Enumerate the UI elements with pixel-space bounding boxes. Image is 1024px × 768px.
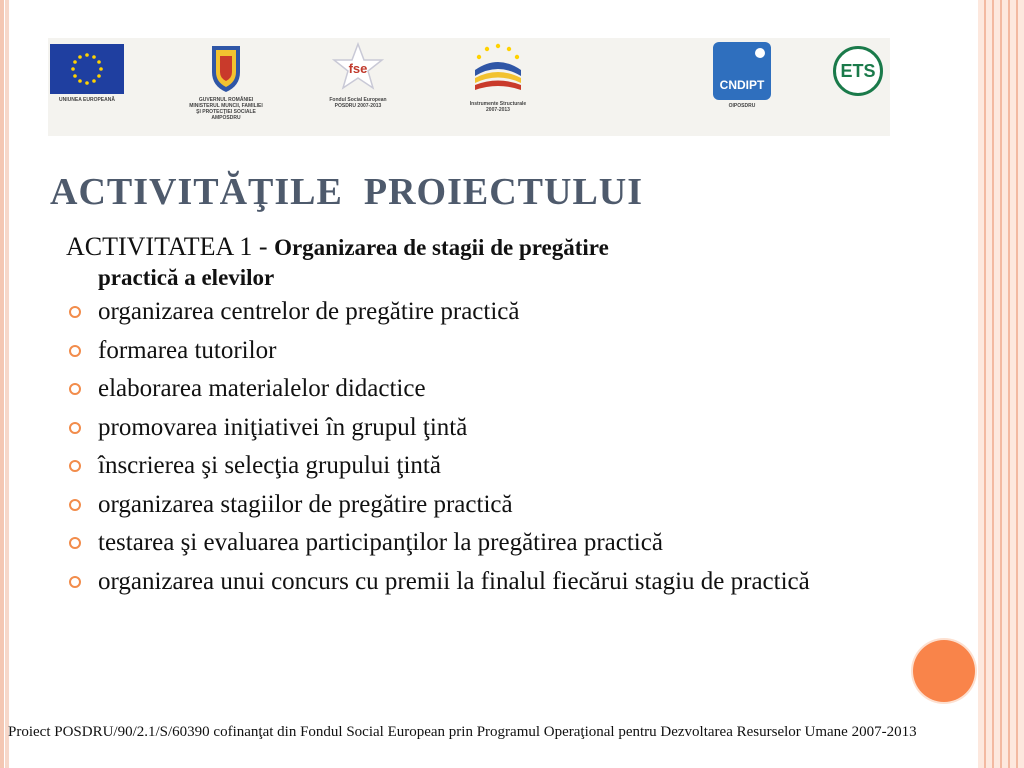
ets-label: ETS bbox=[840, 60, 876, 81]
instrumente-structurale-logo bbox=[458, 40, 538, 113]
activity-label: ACTIVITATEA 1 - bbox=[66, 232, 268, 261]
fse-star-icon bbox=[332, 42, 384, 94]
eu-flag-logo bbox=[50, 44, 124, 103]
bullet-icon bbox=[69, 422, 81, 434]
list-item bbox=[66, 528, 906, 557]
list-item bbox=[66, 413, 906, 442]
crest-icon bbox=[206, 42, 246, 94]
ets-icon bbox=[833, 46, 883, 96]
government-logo bbox=[176, 42, 276, 121]
fse-caption: Fondul Social European POSDRU 2007-2013 bbox=[329, 97, 387, 109]
page-title: ACTIVITĂŢILE PROIECTULUI bbox=[50, 171, 644, 213]
list-item bbox=[66, 297, 906, 326]
left-border-decoration bbox=[0, 0, 9, 768]
bullet-icon bbox=[69, 345, 81, 357]
list-item-text: elaborarea materialelor didactice bbox=[98, 375, 426, 402]
bullet-icon bbox=[69, 306, 81, 318]
activity-description: Organizarea de stagii de pregătire bbox=[274, 235, 609, 260]
list-item-text: formarea tutorilor bbox=[98, 336, 277, 364]
list-item-text: organizarea stagiilor de pregătire practică bbox=[98, 490, 513, 518]
list-item-text: promovarea iniţiativei în grupul ţintă bbox=[98, 413, 468, 441]
cndipt-caption: OIPOSDRU bbox=[728, 103, 756, 109]
right-border-decoration bbox=[978, 0, 1024, 768]
cndipt-logo bbox=[710, 42, 774, 109]
svg-text:fse: fse bbox=[348, 61, 368, 76]
list-item bbox=[66, 451, 906, 480]
instrumente-structurale-icon bbox=[469, 40, 527, 98]
list-item-text: organizarea unui concurs cu premii la finalul fiecărui stagiu de practică bbox=[98, 567, 810, 595]
list-item bbox=[66, 374, 906, 403]
ets-logo bbox=[833, 46, 883, 96]
bullet-icon bbox=[69, 460, 81, 472]
list-item-text: organizarea centrelor de pregătire practică bbox=[98, 298, 520, 325]
accent-circle bbox=[913, 640, 975, 702]
activity-heading bbox=[66, 232, 906, 293]
content-body bbox=[66, 232, 906, 605]
bullet-icon bbox=[69, 537, 81, 549]
bullet-icon bbox=[69, 499, 81, 511]
activity-description-line2: practică a elevilor bbox=[98, 265, 275, 290]
bullet-icon bbox=[69, 576, 81, 588]
list-item-text: înscrierea şi selecţia grupului ţintă bbox=[98, 452, 441, 479]
footer-text: Proiect POSDRU/90/2.1/S/60390 cofinanţat din Fondul Social European prin Programul Operaţional pentru Dezvoltarea Resurselor Umane 2007-2013 bbox=[8, 724, 917, 740]
list-item bbox=[66, 490, 906, 519]
eu-flag-caption: UNIUNEA EUROPEANĂ bbox=[59, 97, 115, 103]
list-item bbox=[66, 336, 906, 365]
government-caption: GUVERNUL ROMÂNIEI MINISTERUL MUNCII, FAMILIEI ŞI PROTECŢIEI SOCIALE AMPOSDRU bbox=[189, 97, 263, 121]
eu-flag-icon bbox=[50, 44, 124, 94]
list-item-text: testarea şi evaluarea participanţilor la pregătirea practică bbox=[98, 529, 663, 556]
logo-strip bbox=[48, 38, 890, 136]
cndipt-icon bbox=[713, 42, 771, 100]
fse-logo bbox=[318, 42, 398, 109]
activity-list bbox=[66, 297, 906, 596]
instrumente-structurale-caption: Instrumente Structurale 2007-2013 bbox=[469, 101, 527, 113]
bullet-icon bbox=[69, 383, 81, 395]
list-item bbox=[66, 567, 906, 596]
cndipt-label: CNDIPT bbox=[719, 78, 765, 92]
